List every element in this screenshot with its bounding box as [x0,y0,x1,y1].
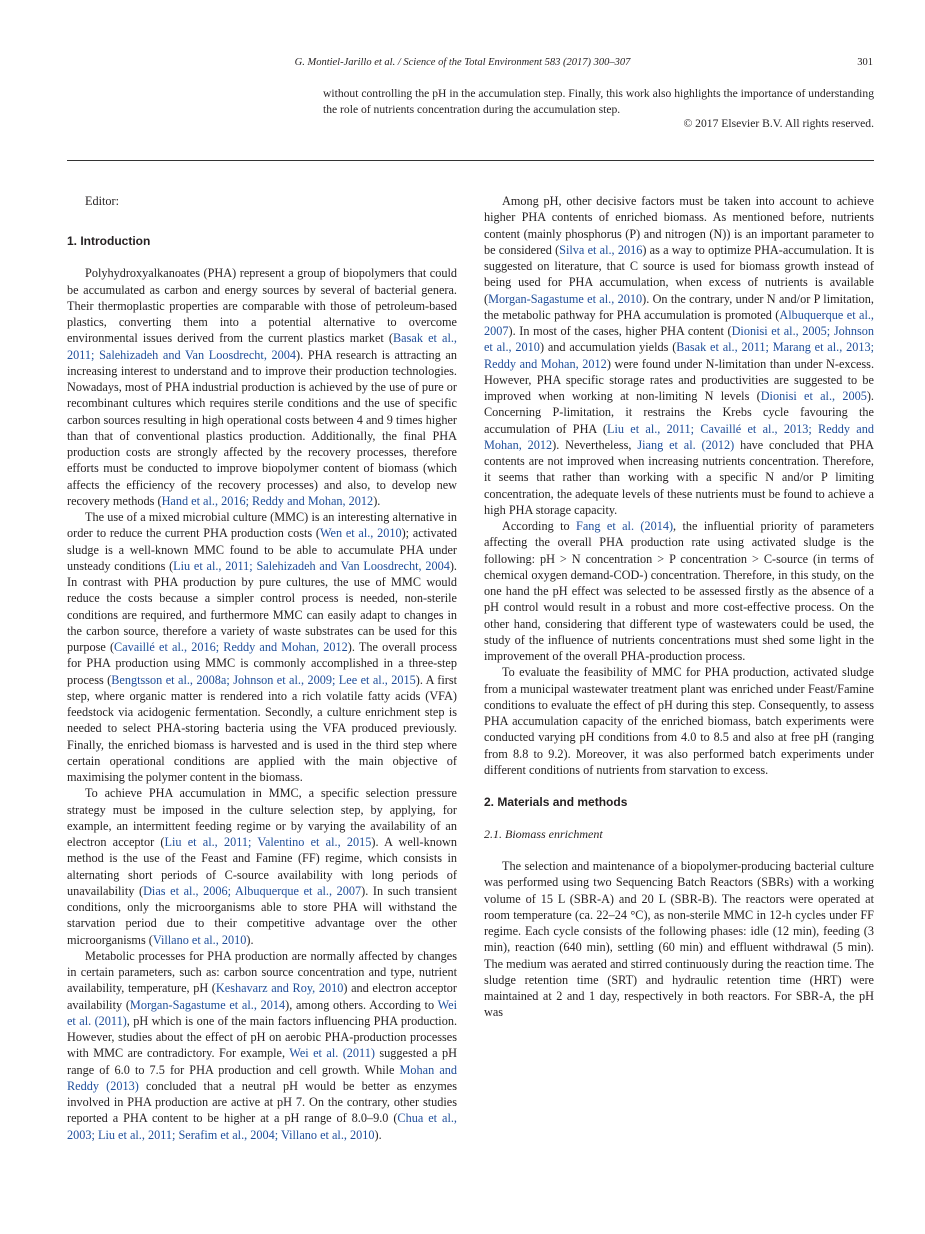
left-column [67,193,457,1143]
citation-link[interactable]: Jiang et al. (2012) [637,437,735,452]
abstract-tail: without controlling the pH in the accumulation step. Finally, this work also highlights the importance of understanding the role of nutrients concentration during the accumulation step. [323,87,874,117]
citation-link[interactable]: Albuquerque et al., 2007 [484,307,874,338]
editor-line: Editor: [85,194,120,208]
citation-link[interactable]: Dionisi et al., 2005; Johnson et al., 2010 [484,324,874,355]
citation-link[interactable]: Chua et al., 2003; Liu et al., 2011; Serafim et al., 2004; Villano et al., 2010 [67,1111,457,1142]
paragraph-text: To evaluate the feasibility of MMC for PHA production, activated sludge from a municipal wastewater treatment plant was enriched under Feast/Famine conditions to evaluate the effect of pH during this step. Consequently, to assess PHA accumulation capacity of the enriched biomass, batch experiments were conducted varying pH conditions from 4.0 to 8.5 and also at free pH (ranging from 8.8 to 9.2). Moreover, it was also performed batch experiments under different conditions of nutrients from starvation to excess. [484,665,874,777]
paragraph-text: ). [246,932,254,947]
paragraph [67,948,457,1143]
section-heading-introduction: 1. Introduction [67,234,151,249]
citation-link[interactable]: Wei et al. (2011) [289,1046,375,1061]
paragraph-text: ). [373,493,381,508]
paragraph-text: Among pH, other decisive factors must be taken into account to achieve higher PHA contents of enriched biomass. As mentioned before, nutrients content (mainly phosphorus (P) and nitrogen (N)) is an important parameter to be considered ( [484,194,874,257]
citation-link[interactable]: Mohan and Reddy (2013) [67,1062,457,1093]
paragraph-text: ). In contrast with PHA production by pure cultures, the use of MMC would reduce the costs because a simpler control process is needed, non-sterile conditions are required, and furthermore MMC can easily adapt to changes in the carbon source, therefore a variety of waste substrates can be used for this purpose ( [67,558,457,654]
citation-link[interactable]: Liu et al., 2011; Valentino et al., 2015 [164,835,372,849]
paragraph-text: , the influential priority of parameters affecting the overall PHA production rate using activated sludge is the following: pH > N concentration > P concentration > C-source (in terms of chemical oxygen demand-COD-) concentration. Therefore, in this study, on the one hand the pH effect was selected to be assessed firstly as the absence of a pH control would result in a robust and more cost-effective process. On the other hand, considering that different type of wastewaters could be used, the study of the influence of nutrients concentrations must shed some light in the improvement of the overall PHA-production process. [484,519,874,663]
citation-link[interactable]: Dias et al., 2006; Albuquerque et al., 2007 [143,883,362,898]
paragraph-text: ). In most of the cases, higher PHA content ( [508,324,732,338]
paragraph-text: ). In such transient conditions, only the microorganisms able to store PHA will withstand the starvation period due to their competitive advantage over the other microorganisms ( [67,883,458,947]
paragraph-text: ). A well-known method is the use of the Feast and Famine (FF) regime, which consists in alternating short periods of C-source availability with long periods of unavailability ( [67,835,457,898]
citation-link[interactable]: Liu et al., 2011; Cavaillé et al., 2013; Reddy and Mohan, 2012 [484,421,874,452]
paragraph [67,509,457,785]
paragraph-text: The selection and maintenance of a biopolymer-producing bacterial culture was performed using two Sequencing Batch Reactors (SBRs) with a working volume of 15 L (SBR-A) and 20 L (SBR-B). The reactors were operated at room temperature (ca. 22–24 °C), as non-sterile MMC in 12-h cycles under FF regime. Each cycle consists of the following phases: idle (12 min), feeding (3 min), reaction (640 min), settling (60 min) and effluent withdrawal (5 min). The medium was aerated and stirred continuously during the reaction time. The sludge retention time (SRT) and hydraulic retention time (HRT) were maintained at 2 and 1 day, respectively in both reactors. For SBR-A, the pH was [484,859,874,1020]
paragraph-text: , pH which is one of the main factors influencing PHA production. However, studies about the effect of pH on aerobic PHA-production processes with MMC are contradictory. For example, [67,1013,458,1061]
paragraph-text: The use of a mixed microbial culture (MMC) is an interesting alternative in order to reduce the current PHA production costs ( [67,510,457,541]
subsection-heading-biomass-enrichment: 2.1. Biomass enrichment [484,827,603,841]
paragraph [67,265,457,509]
section-heading-methods: 2. Materials and methods [484,795,628,809]
citation-link[interactable]: Wen et al., 2010 [319,526,402,541]
citation-link[interactable]: Wei et al. (2011) [67,997,457,1028]
paragraph-text: ). Nevertheless, [552,437,638,452]
paragraph [484,858,874,1021]
paragraph-text: Metabolic processes for PHA production are normally affected by changes in certain parameters, such as: carbon source concentration and type, nutrient availability, temperature, pH ( [67,948,457,996]
paragraph-text: have concluded that PHA contents are not improved when increasing nutrients concentration. Therefore, it seems that rather than working with a specific N and/or P limiting concentration, the adequate levels of these nutrients must be found to achieve a high PHA storage capacity. [484,437,874,517]
citation-link[interactable]: Bengtsson et al., 2008a; Johnson et al., 2009; Lee et al., 2015 [111,672,416,687]
paragraph-text: ) were found under N-limitation than under N-excess. However, PHA specific storage rates and productivities are suggested to be improved when working at non-limiting N levels ( [484,356,875,403]
paragraph-text: ). On the contrary, under N and/or P limitation, the metabolic pathway for PHA accumulation is promoted ( [484,291,874,322]
paragraph-text: ). A first step, where organic matter is rendered into a rich volatile fatty acids (VFA) feedstock via acidogenic fermentation. Secondly, a culture enrichment step is needed to select PHA-storing bacteria using the VFA produced previously. Finally, the enriched biomass is harvested and is used in the third step where certain operational conditions are applied with the main objective of maximising the polymer content in the biomass. [67,672,458,784]
citation-link[interactable]: Basak et al., 2011; Salehizadeh and Van Loosdrecht, 2004 [67,331,457,362]
paragraph-text: According to [502,519,576,533]
paragraph-text: ) and accumulation yields ( [539,340,677,355]
citation-link[interactable]: Keshavarz and Roy, 2010 [215,981,344,996]
paragraph-text: ) and electron acceptor availability ( [67,981,457,1012]
paragraph [67,785,457,948]
copyright-notice: © 2017 Elsevier B.V. All rights reserved. [683,117,874,130]
paragraph-text: ). Concerning P-limitation, it restrains the Krebs cycle favouring the accumulation of PHA ( [484,389,874,436]
citation-link[interactable]: Morgan-Sagastume et al., 2014 [129,997,286,1012]
paragraph-text: ). The overall process for PHA production using MMC is commonly accomplished in a three-step process ( [67,640,457,687]
citation-link[interactable]: Basak et al., 2011; Marang et al., 2013; Reddy and Mohan, 2012 [484,340,874,371]
running-head-citation: G. Montiel-Jarillo et al. / Science of the Total Environment 583 (2017) 300–307 [294,57,631,68]
paragraph-text: ). [374,1127,382,1142]
citation-link[interactable]: Liu et al., 2011; Salehizadeh and Van Loosdrecht, 2004 [173,558,450,573]
paragraph-text: ), among others. According to [285,997,438,1012]
page-number: 301 [857,57,873,68]
citation-link[interactable]: Hand et al., 2016; Reddy and Mohan, 2012 [161,493,374,508]
citation-link[interactable]: Morgan-Sagastume et al., 2010 [488,291,643,306]
paragraph-text: suggested a pH range of 6.0 to 7.5 for PHA production and cell growth. While [67,1046,457,1077]
paragraph-text: Polyhydroxyalkanoates (PHA) represent a group of biopolymers that could be accumulated as carbon and energy sources by several of bacterial genera. Their thermoplastic properties are comparable with those of petroleum-based plastics, converting them into a potential alternative to overcome environmental issues derived from the current plastics market ( [67,266,457,346]
paragraph [484,193,874,518]
paragraph-text: concluded that a neutral pH would be better as enzymes involved in PHA production are active at pH 7. On the contrary, other studies reported a PHA content to be higher at a pH range of 8.0–9.0 ( [67,1078,457,1126]
citation-link[interactable]: Fang et al. (2014) [576,519,674,533]
paragraph-text: ) as a way to optimize PHA-accumulation. It is suggested on literature, that C source is used for biomass growth instead of being used for PHA accumulation, when excess of nutrients is available ( [484,242,875,306]
paragraph [484,518,874,664]
citation-link[interactable]: Villano et al., 2010 [152,932,247,947]
paragraph [484,664,874,778]
citation-link[interactable]: Dionisi et al., 2005 [760,389,867,403]
header-divider [67,160,874,161]
citation-link[interactable]: Cavaillé et al., 2016; Reddy and Mohan, 2012 [114,640,348,654]
paragraph-text: To achieve PHA accumulation in MMC, a specific selection pressure strategy must be imposed in the culture selection step, by applying, for example, an intermittent feeding regime or by varying the availability of an electron acceptor ( [67,786,457,849]
right-column [484,193,874,1021]
running-head [0,57,925,73]
paragraph-text: ); activated sludge is a well-known MMC found to be able to accumulate PHA under unsteady conditions ( [67,526,457,573]
citation-link[interactable]: Silva et al., 2016 [559,242,643,257]
paragraph-text: ). PHA research is attracting an increasing interest to understand and to improve their production technologies. Nowadays, most of PHA industrial production is achieved by the use of pure or recombinant cultures which requires sterile conditions and the use of specific carbon sources resulting in high operational costs between 4 and 9 times higher than that of conventional plastics production. Additionally, the final PHA production costs are strongly affected by the recovery processes, therefore efforts must be conducted to improve biopolymer content of biomass (which affects the efficiency of the recovery processes) and also, to develop new recovery methods ( [67,347,457,508]
